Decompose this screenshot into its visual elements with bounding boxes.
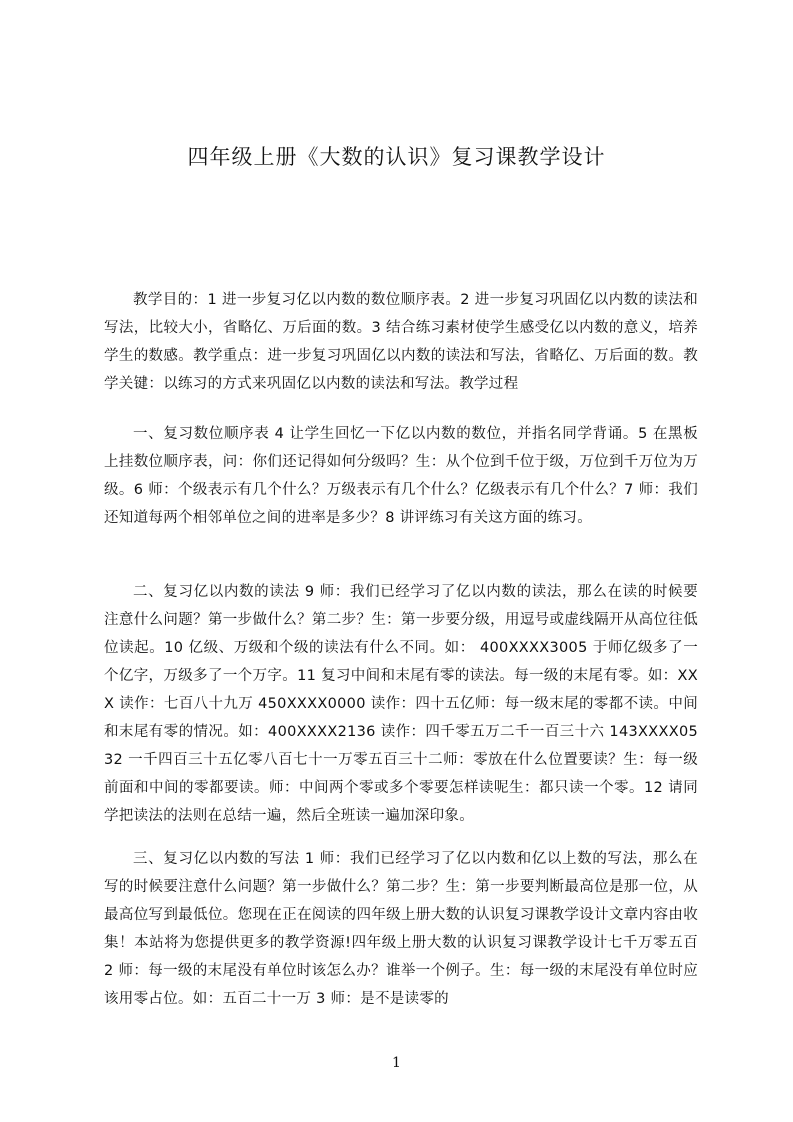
paragraph-section-three: 三、复习亿以内数的写法 1 师：我们已经学习了亿以内数和亿以上数的写法，那么在写的时候要注意什么问题？第一步做什么？第二步？生：第一步要判断最高位是那一位，从最高位写到最低位。您现在正在阅读的四年级上册大数的认识复习课教学设计文章内容由收集！本站将为您提供更多的教学资源!四年级上册大数的认识复习课教学设计七千万零五百 2 师：每一级的末尾没有单位时该怎么办？谁举一个例子。生：每一级的末尾没有单位时应该用零占位。如：五百二十一万 3 师：是不是读零的 [104,851,698,1007]
paragraph-teaching-goals: 教学目的：1 进一步复习亿以内数的数位顺序表。2 进一步复习巩固亿以内数的读法和写法，比较大小，省略亿、万后面的数。3 结合练习素材使学生感受亿以内数的意义，培养学生的数感。教学重点：进一步复习巩固亿以内数的读法和写法，省略亿、万后面的数。教学关键：以练习的方式来巩固亿以内数的读法和写法。教学过程 [104,292,698,392]
paragraph-section-one: 一、复习数位顺序表 4 让学生回忆一下亿以内数的数位，并指名同学背诵。5 在黑板上挂数位顺序表，问：你们还记得如何分级吗？生：从个位到千位于级，万位到千万位为万级。6 师：个级表示有几个什么？万级表示有几个什么？亿级表示有几个什么？7 师：我们还知道每两个相邻单位之间的进率是多少？8 讲评练习有关这方面的练习。 [104,426,698,526]
paragraph-section-two: 二、复习亿以内数的读法 9 师：我们已经学习了亿以内数的读法，那么在读的时候要注意什么问题？第一步做什么？第二步？生：第一步要分级，用逗号或虚线隔开从高位往低位读起。10 亿级、万级和个级的读法有什么不同。如： 400XXXX3005 于师亿级多了一个亿字，万级多了一个万字。11 复习中间和末尾有零的读法。每一级的末尾有零。如：XXX 读作：七百八十九万 450XXXX0000 读作：四十五亿师：每一级末尾的零都不读。中间和末尾有零的情况。如：400XXXX2136 读作：四千零五万二千一百三十六 143XXXX0532 一千四百三十五亿零八百七十一万零五百三十二师：零放在什么位置要读？生：每一级前面和中间的零都要读。师：中间两个零或多个零要怎样读呢生：都只读一个零。12 请同学把读法的法则在总结一遍，然后全班读一遍加深印象。 [104,584,698,824]
document-title: 四年级上册《大数的认识》复习课教学设计 [187,145,606,169]
page-number: 1 [392,1055,401,1071]
